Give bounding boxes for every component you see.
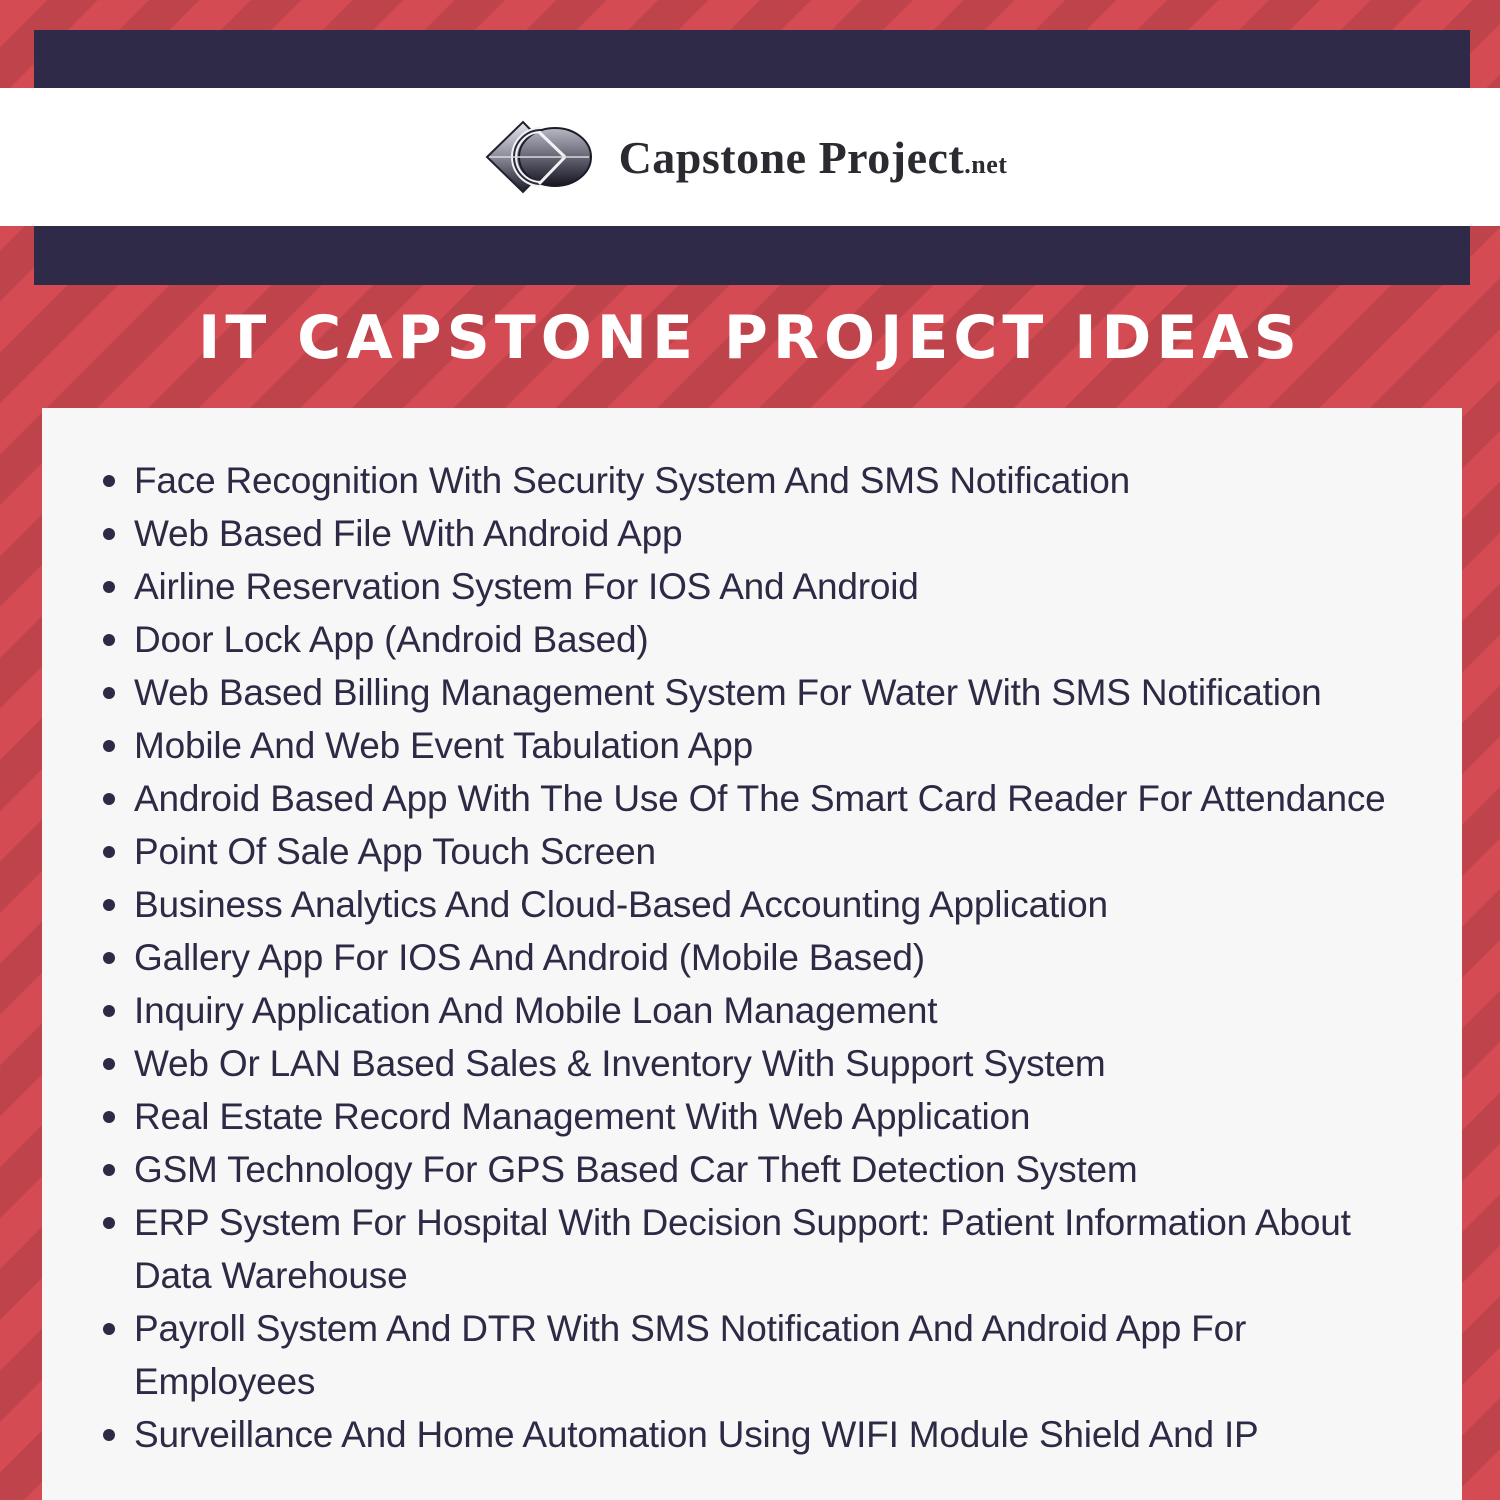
bullet-icon	[103, 528, 115, 540]
logo-band	[0, 88, 1500, 226]
bullet-icon	[103, 475, 115, 487]
list-item: Gallery App For IOS And Android (Mobile Based)	[134, 931, 1434, 984]
ideas-card	[42, 408, 1462, 1500]
list-item: GSM Technology For GPS Based Car Theft Detection System	[134, 1143, 1434, 1196]
list-item: Surveillance And Home Automation Using WIFI Module Shield And IP	[134, 1408, 1434, 1461]
bullet-icon	[103, 687, 115, 699]
ideas-list	[134, 454, 1434, 1461]
list-item: Inquiry Application And Mobile Loan Management	[134, 984, 1434, 1037]
bullet-icon	[103, 1164, 115, 1176]
list-item: Android Based App With The Use Of The Smart Card Reader For Attendance	[134, 772, 1434, 825]
list-item: Web Or LAN Based Sales & Inventory With Support System	[134, 1037, 1434, 1090]
list-item: Web Based Billing Management System For Water With SMS Notification	[134, 666, 1434, 719]
list-item: ERP System For Hospital With Decision Support: Patient Information About Data Warehouse	[134, 1196, 1434, 1302]
bullet-icon	[103, 952, 115, 964]
list-item: Business Analytics And Cloud-Based Accounting Application	[134, 878, 1434, 931]
list-item: Mobile And Web Event Tabulation App	[134, 719, 1434, 772]
bullet-icon	[103, 846, 115, 858]
bullet-icon	[103, 1058, 115, 1070]
bullet-icon	[103, 1217, 115, 1229]
list-item: Face Recognition With Security System And SMS Notification	[134, 454, 1434, 507]
bullet-icon	[103, 1323, 115, 1335]
list-item: Point Of Sale App Touch Screen	[134, 825, 1434, 878]
list-item: Payroll System And DTR With SMS Notification And Android App For Employees	[134, 1302, 1434, 1408]
list-item: Door Lock App (Android Based)	[134, 613, 1434, 666]
bullet-icon	[103, 1005, 115, 1017]
bullet-icon	[103, 581, 115, 593]
logo-text: Capstone Project.net	[618, 131, 1008, 183]
capstone-emblem-icon	[483, 116, 595, 198]
bullet-icon	[103, 899, 115, 911]
bullet-icon	[103, 793, 115, 805]
list-item: Web Based File With Android App	[134, 507, 1434, 560]
list-item: Airline Reservation System For IOS And Android	[134, 560, 1434, 613]
header-bottom-bar	[34, 226, 1470, 285]
header-top-bar	[34, 30, 1470, 88]
bullet-icon	[103, 740, 115, 752]
bullet-icon	[103, 634, 115, 646]
bullet-icon	[103, 1429, 115, 1441]
bullet-icon	[103, 1111, 115, 1123]
list-item: Real Estate Record Management With Web Application	[134, 1090, 1434, 1143]
site-logo[interactable]	[483, 116, 1008, 198]
page-title: IT CAPSTONE PROJECT IDEAS	[198, 303, 1302, 373]
